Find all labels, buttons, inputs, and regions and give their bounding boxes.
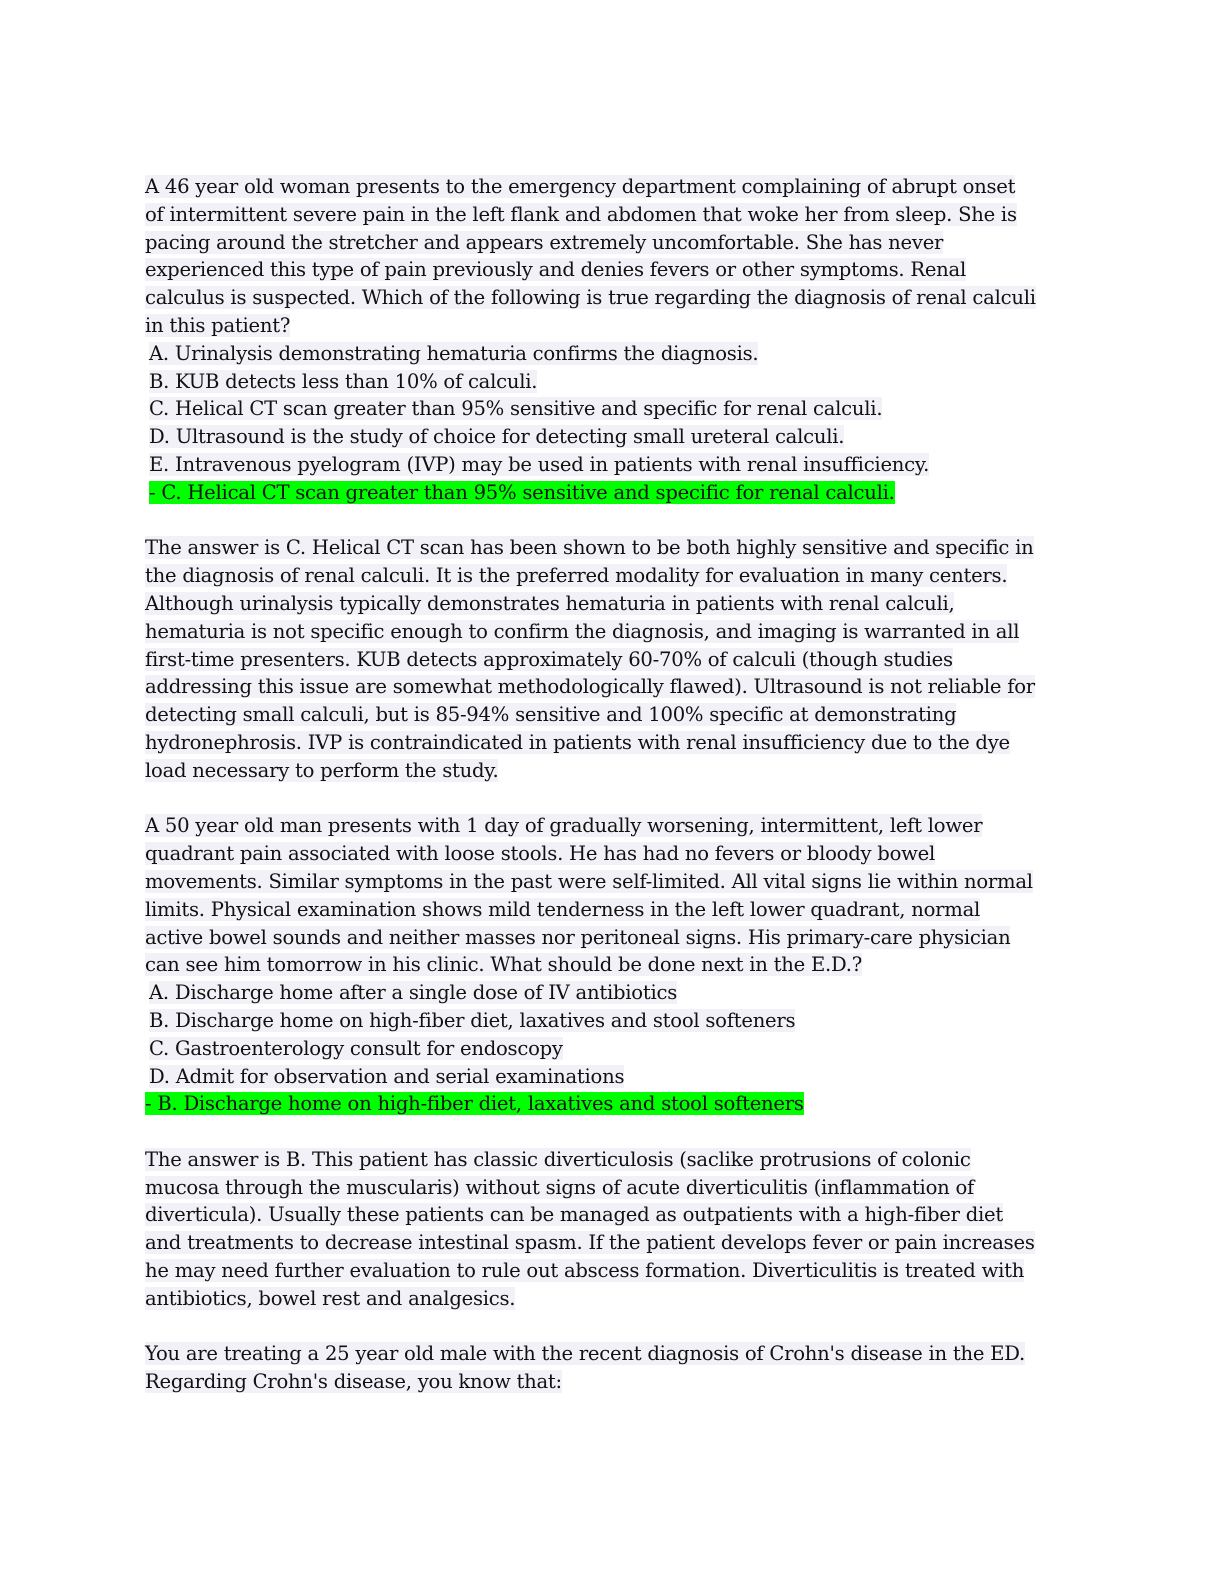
explanation-line: load necessary to perform the study.: [145, 758, 499, 782]
question-1-stem: [145, 173, 1105, 340]
stem-line: Regarding Crohn's disease, you know that:: [145, 1370, 562, 1394]
stem-line: of intermittent severe pain in the left flank and abdomen that woke her from sleep. She is: [145, 202, 1017, 226]
explanation-line: first-time presenters. KUB detects approximately 60-70% of calculi (though studies: [145, 647, 953, 671]
explanation-line: Although urinalysis typically demonstrates hematuria in patients with renal calculi,: [145, 591, 955, 615]
stem-line: active bowel sounds and neither masses nor peritoneal signs. His primary-care physician: [145, 925, 1011, 949]
stem-line: You are treating a 25 year old male with the recent diagnosis of Crohn's disease in the ED.: [145, 1342, 1025, 1366]
explanation-line: hydronephrosis. IVP is contraindicated in patients with renal insufficiency due to the dye: [145, 730, 1010, 754]
stem-line: experienced this type of pain previously and denies fevers or other symptoms. Renal: [145, 258, 966, 282]
spacer: [145, 1118, 1105, 1146]
spacer: [145, 1313, 1105, 1341]
option-b: B. KUB detects less than 10% of calculi.: [149, 369, 538, 393]
question-2: [145, 812, 1105, 1312]
question-2-stem: [145, 812, 1105, 979]
explanation-line: and treatments to decrease intestinal spasm. If the patient develops fever or pain increases: [145, 1231, 1035, 1255]
stem-line: A 46 year old woman presents to the emergency department complaining of abrupt onset: [145, 175, 1016, 198]
explanation-line: The answer is C. Helical CT scan has been shown to be both highly sensitive and specific in: [145, 536, 1034, 560]
question-1: [145, 173, 1105, 785]
stem-line: movements. Similar symptoms in the past were self-limited. All vital signs lie within normal: [145, 869, 1033, 893]
explanation-line: detecting small calculi, but is 85-94% sensitive and 100% specific at demonstrating: [145, 703, 957, 727]
question-3: [145, 1340, 1105, 1396]
explanation-line: he may need further evaluation to rule out abscess formation. Diverticulitis is treated with: [145, 1259, 1025, 1283]
spacer: [145, 507, 1105, 535]
explanation-line: antibiotics, bowel rest and analgesics.: [145, 1286, 516, 1310]
stem-line: calculus is suspected. Which of the following is true regarding the diagnosis of renal calculi: [145, 286, 1036, 310]
option-c: C. Gastroenterology consult for endoscopy: [149, 1036, 563, 1060]
explanation-line: diverticula). Usually these patients can be managed as outpatients with a high-fiber diet: [145, 1203, 1003, 1227]
stem-line: A 50 year old man presents with 1 day of gradually worsening, intermittent, left lower: [145, 814, 983, 838]
option-c: C. Helical CT scan greater than 95% sensitive and specific for renal calculi.: [149, 397, 883, 421]
stem-line: pacing around the stretcher and appears extremely uncomfortable. She has never: [145, 230, 944, 254]
explanation-line: hematuria is not specific enough to confirm the diagnosis, and imaging is warranted in all: [145, 619, 1020, 643]
option-a: A. Urinalysis demonstrating hematuria confirms the diagnosis.: [149, 341, 759, 365]
explanation-line: addressing this issue are somewhat methodologically flawed). Ultrasound is not reliable for: [145, 675, 1035, 699]
option-a: A. Discharge home after a single dose of IV antibiotics: [149, 981, 678, 1005]
stem-line: quadrant pain associated with loose stools. He has had no fevers or bloody bowel: [145, 842, 936, 866]
stem-line: limits. Physical examination shows mild tenderness in the left lower quadrant, normal: [145, 897, 981, 921]
document-page: [145, 173, 1105, 1396]
option-d: D. Admit for observation and serial examinations: [149, 1064, 625, 1088]
correct-answer-highlight: - C. Helical CT scan greater than 95% sensitive and specific for renal calculi.: [149, 480, 895, 504]
stem-line: can see him tomorrow in his clinic. What should be done next in the E.D.?: [145, 953, 862, 977]
spacer: [145, 785, 1105, 813]
explanation-line: mucosa through the muscularis) without signs of acute diverticulitis (inflammation of: [145, 1175, 975, 1199]
question-3-stem: [145, 1340, 1105, 1396]
question-1-options: [145, 340, 1105, 479]
question-2-explanation: [145, 1146, 1105, 1313]
stem-line: in this patient?: [145, 313, 291, 337]
option-b: B. Discharge home on high-fiber diet, laxatives and stool softeners: [149, 1008, 796, 1032]
explanation-line: the diagnosis of renal calculi. It is the preferred modality for evaluation in many centers.: [145, 564, 1008, 588]
option-d: D. Ultrasound is the study of choice for detecting small ureteral calculi.: [149, 425, 845, 449]
option-e: E. Intravenous pyelogram (IVP) may be used in patients with renal insufficiency.: [149, 452, 930, 476]
question-1-explanation: [145, 534, 1105, 784]
question-2-options: [145, 979, 1105, 1090]
correct-answer-highlight: - B. Discharge home on high-fiber diet, laxatives and stool softeners: [145, 1092, 804, 1116]
explanation-line: The answer is B. This patient has classic diverticulosis (saclike protrusions of colonic: [145, 1147, 971, 1171]
